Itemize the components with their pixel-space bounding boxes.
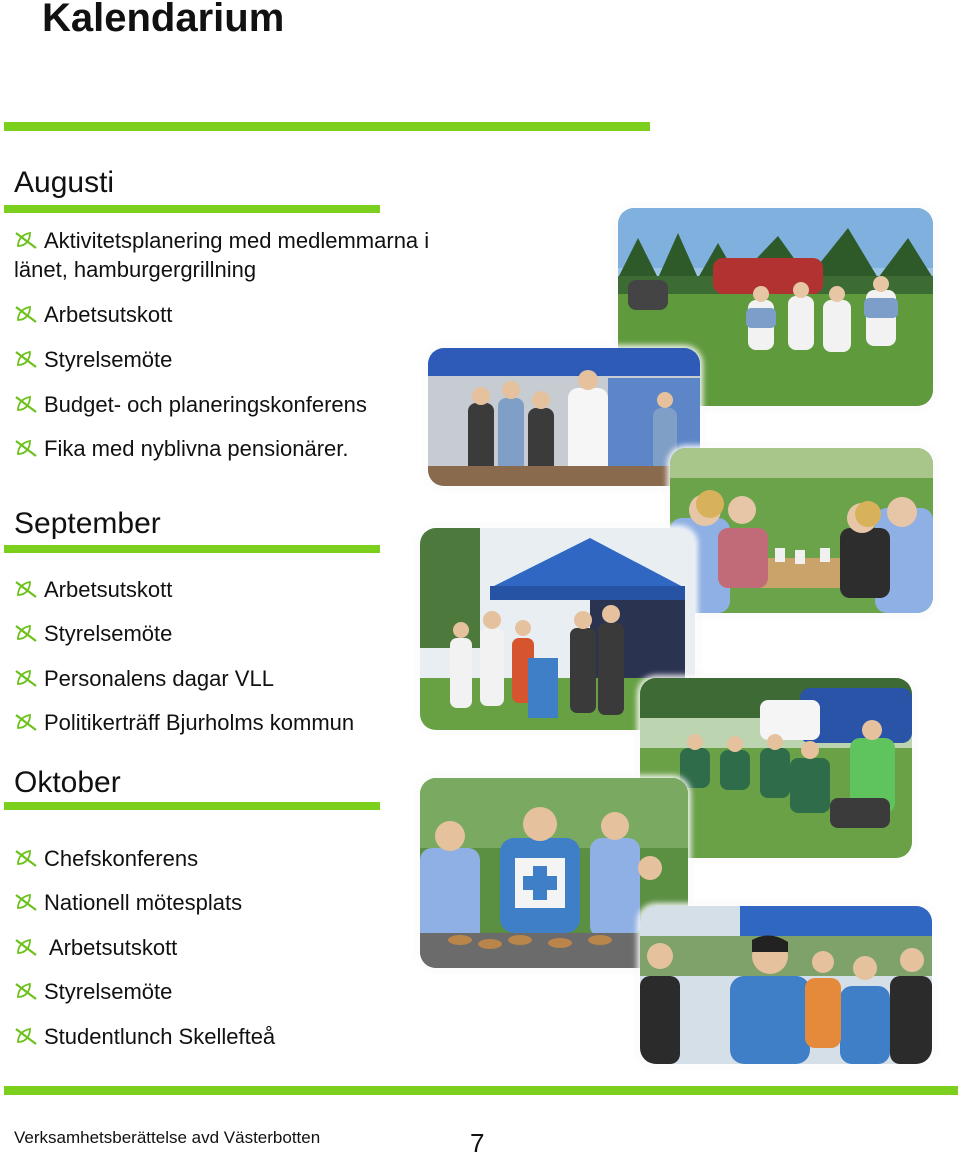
footer-text: Verksamhetsberättelse avd Västerbotten xyxy=(14,1128,321,1147)
leaf-bullet-icon xyxy=(14,937,38,957)
list-item xyxy=(14,619,484,648)
photo-outdoor-fika xyxy=(670,448,933,613)
list-item xyxy=(14,226,484,284)
list-item-text: Arbetsutskott xyxy=(44,302,173,327)
leaf-bullet-icon xyxy=(14,304,38,324)
leaf-bullet-icon xyxy=(14,848,38,868)
list-item xyxy=(14,977,484,1006)
list-item-text: Arbetsutskott xyxy=(44,935,178,960)
list-item-text: Studentlunch Skellefteå xyxy=(44,1024,276,1049)
month-underline-augusti xyxy=(4,205,380,213)
list-item-text: Arbetsutskott xyxy=(44,577,173,602)
list-item xyxy=(14,1022,484,1051)
list-item xyxy=(14,575,484,604)
leaf-bullet-icon xyxy=(14,394,38,414)
leaf-bullet-icon xyxy=(14,892,38,912)
month-underline-oktober xyxy=(4,802,380,810)
list-item-text: Budget- och planeringskonferens xyxy=(44,392,367,417)
list-item xyxy=(14,844,484,873)
month-underline-september xyxy=(4,545,380,553)
list-item-text: Styrelsemöte xyxy=(44,621,173,646)
leaf-bullet-icon xyxy=(14,981,38,1001)
page-number: 7 xyxy=(470,1128,485,1158)
footer-rule xyxy=(4,1086,958,1095)
leaf-bullet-icon xyxy=(14,623,38,643)
leaf-bullet-icon xyxy=(14,1026,38,1046)
title-underline xyxy=(4,122,650,131)
list-item xyxy=(14,708,484,737)
list-item xyxy=(14,888,484,917)
leaf-bullet-icon xyxy=(14,438,38,458)
list-item xyxy=(14,300,484,329)
month-heading-oktober: Oktober xyxy=(14,766,121,799)
list-item xyxy=(14,664,484,693)
list-item-text: Personalens dagar VLL xyxy=(44,666,274,691)
month-heading-september: September xyxy=(14,507,161,540)
month-heading-augusti: Augusti xyxy=(14,166,115,199)
list-item-text: Nationell mötesplats xyxy=(44,890,243,915)
list-item-text: Aktivitetsplanering med medlemmarna i länet, hamburgergrillning xyxy=(14,228,430,282)
leaf-bullet-icon xyxy=(14,712,38,732)
leaf-bullet-icon xyxy=(14,579,38,599)
leaf-bullet-icon xyxy=(14,668,38,688)
list-item-text: Styrelsemöte xyxy=(44,979,173,1004)
leaf-bullet-icon xyxy=(14,349,38,369)
list-item-text: Politikerträff Bjurholms kommun xyxy=(44,710,355,735)
list-item xyxy=(14,434,484,463)
list-item-text: Chefskonferens xyxy=(44,846,199,871)
list-item-text: Styrelsemöte xyxy=(44,347,173,372)
list-item xyxy=(14,933,484,962)
list-item xyxy=(14,390,484,419)
leaf-bullet-icon xyxy=(14,230,38,250)
list-item-text: Fika med nyblivna pensionärer. xyxy=(44,436,349,461)
page-title: Kalendarium xyxy=(42,0,285,40)
photo-crowd-blue-vests xyxy=(640,906,932,1064)
photo-tent-gathering xyxy=(428,348,700,486)
list-item xyxy=(14,345,484,374)
